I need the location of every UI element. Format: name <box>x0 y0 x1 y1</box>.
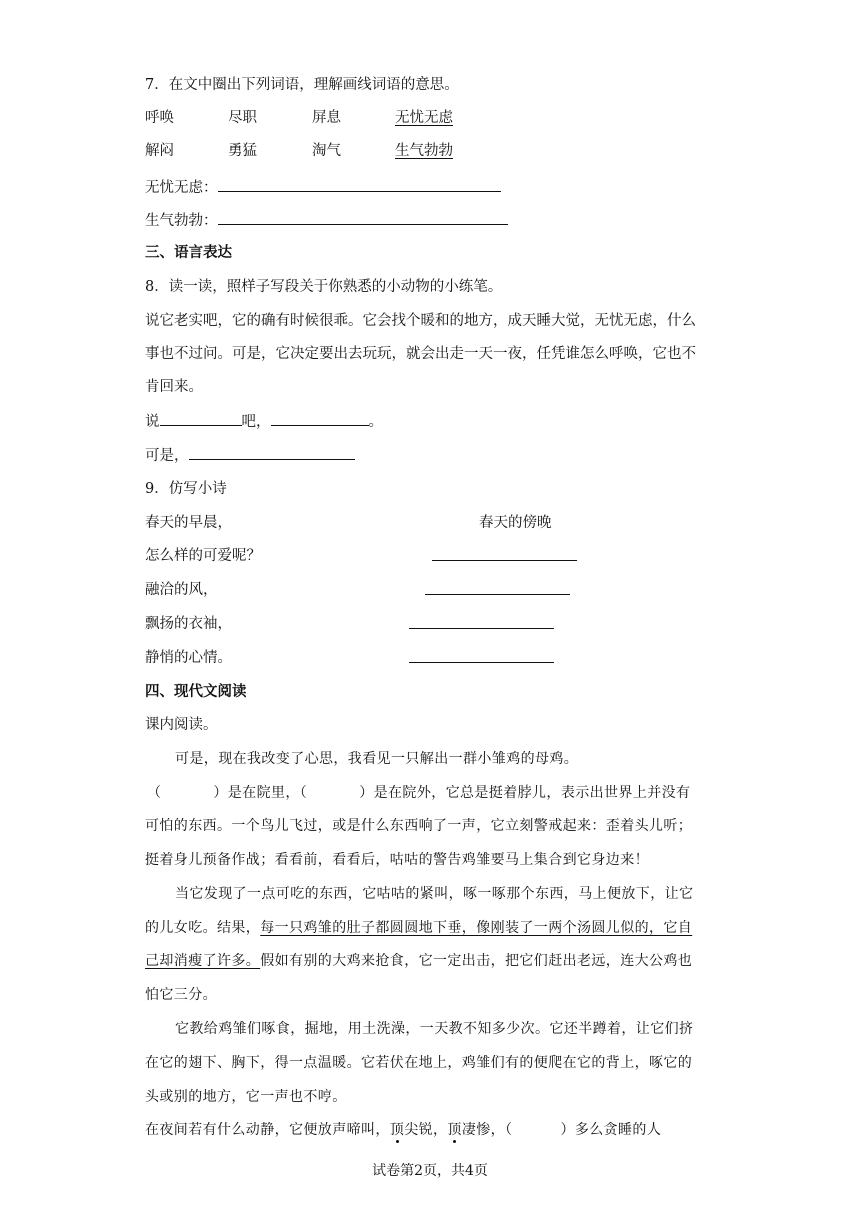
reading-text: ）是在院外，它总是挺着脖儿，表示出世界上并没有 <box>359 785 691 801</box>
answer-blank[interactable] <box>432 546 577 561</box>
poem-left-line: 怎么样的可爱呢？ <box>145 548 261 564</box>
reading-line <box>147 783 690 803</box>
fill-text: 吧， <box>241 414 271 430</box>
fill-text: 。 <box>368 414 383 430</box>
def-label: 生气勃勃： <box>145 213 218 229</box>
q7-def2 <box>145 210 508 231</box>
underlined-sentence: 每一只鸡雏的肚子都圆圆地下垂，像刚装了一两个汤圆儿似的，它自 <box>260 920 693 936</box>
answer-blank[interactable] <box>189 445 355 460</box>
q8-passage-line: 肯回来。 <box>145 379 203 395</box>
reading-line: 怕它三分。 <box>145 987 217 1003</box>
dotted-char: 顶 <box>447 1122 462 1138</box>
poem-left-line: 静悄的心情。 <box>145 650 232 666</box>
word: 尽职 <box>228 110 257 126</box>
reading-intro: 课内阅读。 <box>145 717 218 733</box>
page-footer: 试卷第2页，共4页 <box>372 1163 488 1179</box>
reading-text: 凄惨，（ <box>461 1122 513 1138</box>
reading-text: 的儿女吃。结果， <box>145 920 261 936</box>
answer-blank[interactable] <box>218 177 501 192</box>
section-heading: 四、现代文阅读 <box>145 683 247 700</box>
poem-answer-line <box>409 614 554 635</box>
poem-answer-line <box>432 546 577 567</box>
q9-title: 9．仿写小诗 <box>145 481 227 497</box>
dotted-char: 顶 <box>389 1122 405 1138</box>
underlined-sentence: 己却消瘦了许多。 <box>145 953 261 969</box>
reading-text: ）是在院里，（ <box>213 785 308 801</box>
reading-text: 在夜间若有什么动静，它便放声啼叫， <box>145 1122 390 1138</box>
word: 勇猛 <box>228 143 257 159</box>
poem-answer-line <box>425 580 570 601</box>
reading-line <box>145 951 692 971</box>
poem-right-title: 春天的傍晚 <box>479 515 552 531</box>
reading-text: 尖锐， <box>404 1122 448 1138</box>
reading-line: 在它的翅下、胸下，得一点温暖。它若伏在地上，鸡雏们有的便爬在它的背上，啄它的 <box>145 1055 693 1071</box>
answer-blank[interactable] <box>409 648 554 663</box>
reading-line: 可怕的东西。一个鸟儿飞过，或是什么东西响了一声，它立刻警戒起来：歪着头儿听； <box>145 818 693 834</box>
q7-def1 <box>145 177 501 198</box>
q7-row2 <box>145 141 745 161</box>
word: 解闷 <box>145 143 174 159</box>
word: 屏息 <box>312 110 341 126</box>
reading-line: 它教给鸡雏们啄食，掘地，用土洗澡，一天教不知多少次。它还半蹲着，让它们挤 <box>175 1021 694 1037</box>
reading-line: 头或别的地方，它一声也不哼。 <box>145 1089 347 1105</box>
poem-answer-line <box>409 648 554 669</box>
reading-text: ）多么贪睡的人 <box>560 1122 662 1138</box>
reading-line <box>145 1120 661 1140</box>
q8-title: 8．读一读，照样子写段关于你熟悉的小动物的小练笔。 <box>145 279 503 295</box>
reading-line: 挺着身儿预备作战；看看前，看看后，咕咕的警告鸡雏要马上集合到它身边来！ <box>145 852 649 868</box>
reading-line: 当它发现了一点可吃的东西，它咕咕的紧叫，啄一啄那个东西，马上便放下，让它 <box>175 886 694 902</box>
answer-blank[interactable] <box>160 411 242 426</box>
def-label: 无忧无虑： <box>145 180 218 196</box>
q8-passage-line: 事也不过问。可是，它决定要出去玩玩，就会出走一天一夜，任凭谁怎么呼唤，它也不 <box>145 346 696 362</box>
q8-fill-line-2 <box>145 445 355 466</box>
q7-title: 7．在文中圈出下列词语，理解画线词语的意思。 <box>145 77 459 93</box>
q8-fill-line <box>145 411 383 432</box>
word: 淘气 <box>312 143 341 159</box>
fill-text: 可是， <box>145 448 189 464</box>
fill-text: 说 <box>145 414 160 430</box>
answer-blank[interactable] <box>425 580 570 595</box>
reading-paragraph: 可是，现在我改变了心思，我看见一只解出一群小雏鸡的母鸡。 <box>175 751 579 767</box>
section-heading: 三、语言表达 <box>145 244 232 261</box>
reading-text: 假如有别的大鸡来抢食，它一定出击，把它们赶出老远，连大公鸡也 <box>260 953 693 969</box>
paren: （ <box>147 785 162 801</box>
poem-left-line: 春天的早晨， <box>145 515 232 531</box>
poem-left-line: 融洽的风， <box>145 582 218 598</box>
underlined-word: 无忧无虑 <box>395 110 453 126</box>
answer-blank[interactable] <box>218 210 508 225</box>
poem-left-line: 飘扬的衣袖， <box>145 616 232 632</box>
q7-row1 <box>145 108 745 128</box>
reading-line <box>145 918 692 938</box>
q8-passage-line: 说它老实吧，它的确有时候很乖。它会找个暖和的地方，成天睡大觉，无忧无虑，什么 <box>145 313 696 329</box>
answer-blank[interactable] <box>271 411 369 426</box>
underlined-word: 生气勃勃 <box>395 143 453 159</box>
word: 呼唤 <box>145 110 174 126</box>
answer-blank[interactable] <box>409 614 554 629</box>
